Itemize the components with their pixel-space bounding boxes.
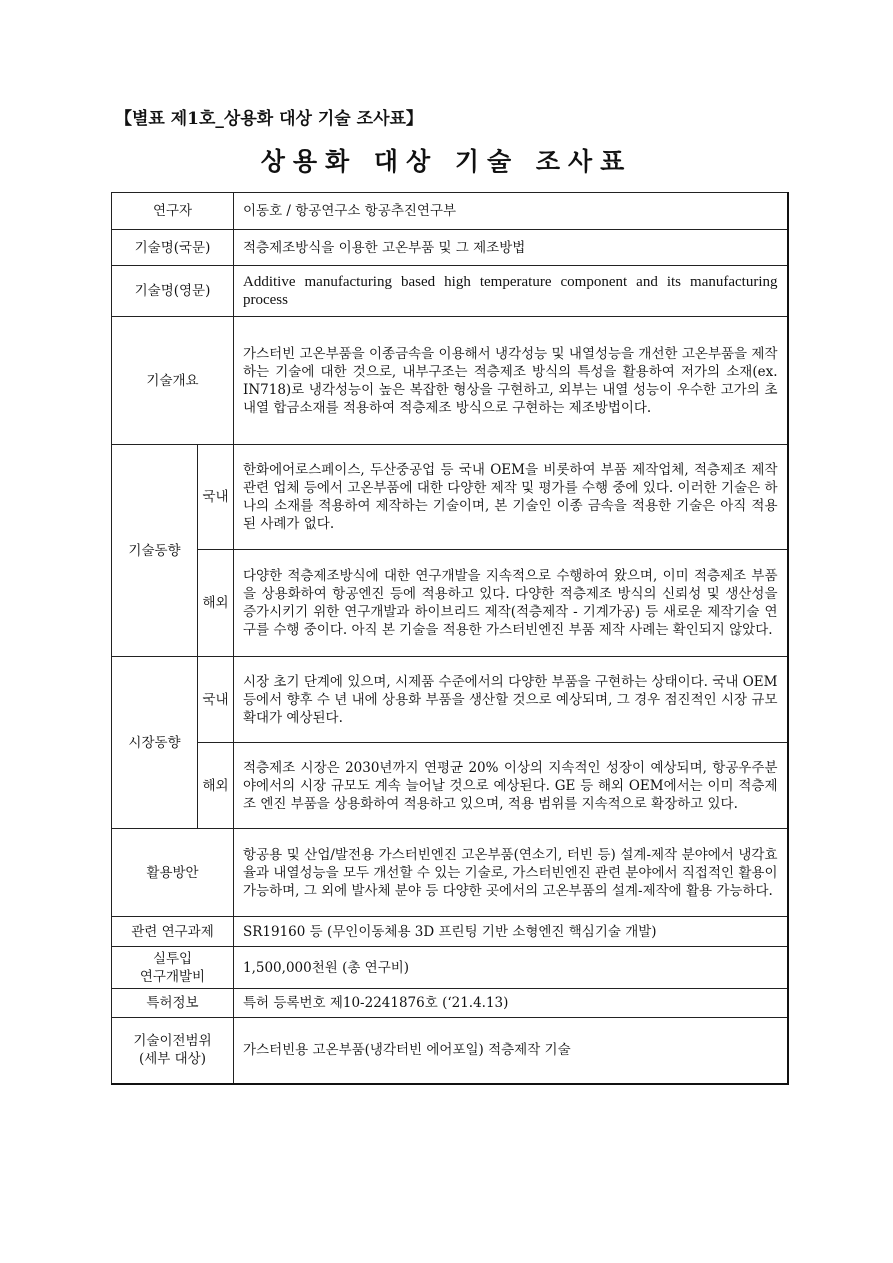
tech-trend-domestic-label: 국내 bbox=[198, 445, 234, 550]
row-overview bbox=[112, 317, 788, 445]
tech-name-kr-value: 적층제조방식을 이용한 고온부품 및 그 제조방법 bbox=[234, 230, 788, 266]
tech-trend-overseas-label: 해외 bbox=[198, 550, 234, 657]
tech-name-kr-label: 기술명(국문) bbox=[112, 230, 234, 266]
tech-survey-table bbox=[111, 192, 789, 1085]
row-tech-trend-domestic bbox=[112, 445, 788, 550]
related-project-label: 관련 연구과제 bbox=[112, 917, 234, 947]
market-trend-domestic-value: 시장 초기 단계에 있으며, 시제품 수준에서의 다양한 부품을 구현하는 상태이다. 국내 OEM 등에서 향후 수 년 내에 상용화 부품을 생산할 것으로 예상되며, 그 경우 점진적인 시장 규모 확대가 예상된다. bbox=[234, 657, 788, 743]
market-trend-domestic-label: 국내 bbox=[198, 657, 234, 743]
row-tech-name-kr bbox=[112, 230, 788, 266]
row-market-trend-overseas bbox=[112, 743, 788, 829]
application-label: 활용방안 bbox=[112, 829, 234, 917]
related-project-value: SR19160 등 (무인이동체용 3D 프린팅 기반 소형엔진 핵심기술 개발) bbox=[234, 917, 788, 947]
document-title: 상용화 대상 기술 조사표 bbox=[260, 147, 633, 176]
transfer-scope-label-line2: (세부 대상) bbox=[139, 1051, 206, 1068]
rnd-cost-label bbox=[112, 947, 234, 989]
tech-trend-label: 기술동향 bbox=[112, 445, 198, 657]
row-application bbox=[112, 829, 788, 917]
application-value: 항공용 및 산업/발전용 가스터빈엔진 고온부품(연소기, 터빈 등) 설계-제작 분야에서 냉각효율과 내열성능을 모두 개선할 수 있는 기술로, 가스터빈엔진 관련 분야에서 직접적인 활용이 가능하며, 그 외에 발사체 분야 등 다양한 곳에서의 고온부품의 설계-제작에 활용 가능하다. bbox=[234, 829, 788, 917]
row-researcher bbox=[112, 193, 788, 230]
transfer-scope-label bbox=[112, 1018, 234, 1084]
row-patent bbox=[112, 989, 788, 1018]
market-trend-overseas-label: 해외 bbox=[198, 743, 234, 829]
row-transfer-scope bbox=[112, 1018, 788, 1084]
rnd-cost-label-line2: 연구개발비 bbox=[139, 968, 206, 985]
tech-name-en-label: 기술명(영문) bbox=[112, 266, 234, 317]
rnd-cost-value: 1,500,000천원 (총 연구비) bbox=[234, 947, 788, 989]
rnd-cost-label-line1: 실투입 bbox=[152, 950, 193, 967]
transfer-scope-value: 가스터빈용 고온부품(냉각터빈 에어포일) 적층제작 기술 bbox=[234, 1018, 788, 1084]
annex-title: 【별표 제1호_상용화 대상 기술 조사표】 bbox=[115, 109, 423, 129]
tech-name-en-value: Additive manufacturing based high temperature component and its manufacturing process bbox=[234, 266, 788, 317]
patent-value: 특허 등록번호 제10-2241876호 (‘21.4.13) bbox=[234, 989, 788, 1018]
row-market-trend-domestic bbox=[112, 657, 788, 743]
market-trend-label: 시장동향 bbox=[112, 657, 198, 829]
transfer-scope-label-line1: 기술이전범위 bbox=[133, 1033, 212, 1050]
row-related-project bbox=[112, 917, 788, 947]
researcher-label: 연구자 bbox=[112, 193, 234, 230]
row-rnd-cost bbox=[112, 947, 788, 989]
row-tech-trend-overseas bbox=[112, 550, 788, 657]
market-trend-overseas-value: 적층제조 시장은 2030년까지 연평균 20% 이상의 지속적인 성장이 예상되며, 항공우주분야에서의 시장 규모도 계속 늘어날 것으로 예상된다. GE 등 해외 OEM에서는 이미 적층제조 엔진 부품을 상용화하여 적용하고 있으며, 적용 범위를 지속적으로 확장하고 있다. bbox=[234, 743, 788, 829]
tech-trend-overseas-value: 다양한 적층제조방식에 대한 연구개발을 지속적으로 수행하여 왔으며, 이미 적층제조 부품을 상용화하여 항공엔진 등에 적용하고 있다. 다양한 적층제조 방식의 신뢰성 및 생산성을 증가시키기 위한 연구개발과 하이브리드 제작(적층제작 - 기계가공) 등 새로운 제작기술 연구를 수행 중이다. 아직 본 기술을 적용한 가스터빈엔진 부품 제작 사례는 확인되지 않았다. bbox=[234, 550, 788, 657]
row-tech-name-en bbox=[112, 266, 788, 317]
overview-label: 기술개요 bbox=[112, 317, 234, 445]
researcher-value: 이동호 / 항공연구소 항공추진연구부 bbox=[234, 193, 788, 230]
overview-value: 가스터빈 고온부품을 이종금속을 이용해서 냉각성능 및 내열성능을 개선한 고온부품을 제작하는 기술에 대한 것으로, 내부구조는 적층제조 방식의 특성을 활용하여 저가의 소재(ex. IN718)로 냉각성능이 높은 복잡한 형상을 구현하고, 외부는 내열 성능이 우수한 고가의 초내열 합금소재를 적용하여 적층제조 방식으로 구현하는 제조방법이다. bbox=[234, 317, 788, 445]
tech-trend-domestic-value: 한화에어로스페이스, 두산중공업 등 국내 OEM을 비롯하여 부품 제작업체, 적층제조 제작 관련 업체 등에서 고온부품에 대한 다양한 제작 및 평가를 수행 중에 있다. 이러한 기술은 하나의 소재를 적용하여 제작하는 기술이며, 본 기술인 이종 금속을 적용한 기술은 아직 적용된 사례가 없다. bbox=[234, 445, 788, 550]
patent-label: 특허정보 bbox=[112, 989, 234, 1018]
